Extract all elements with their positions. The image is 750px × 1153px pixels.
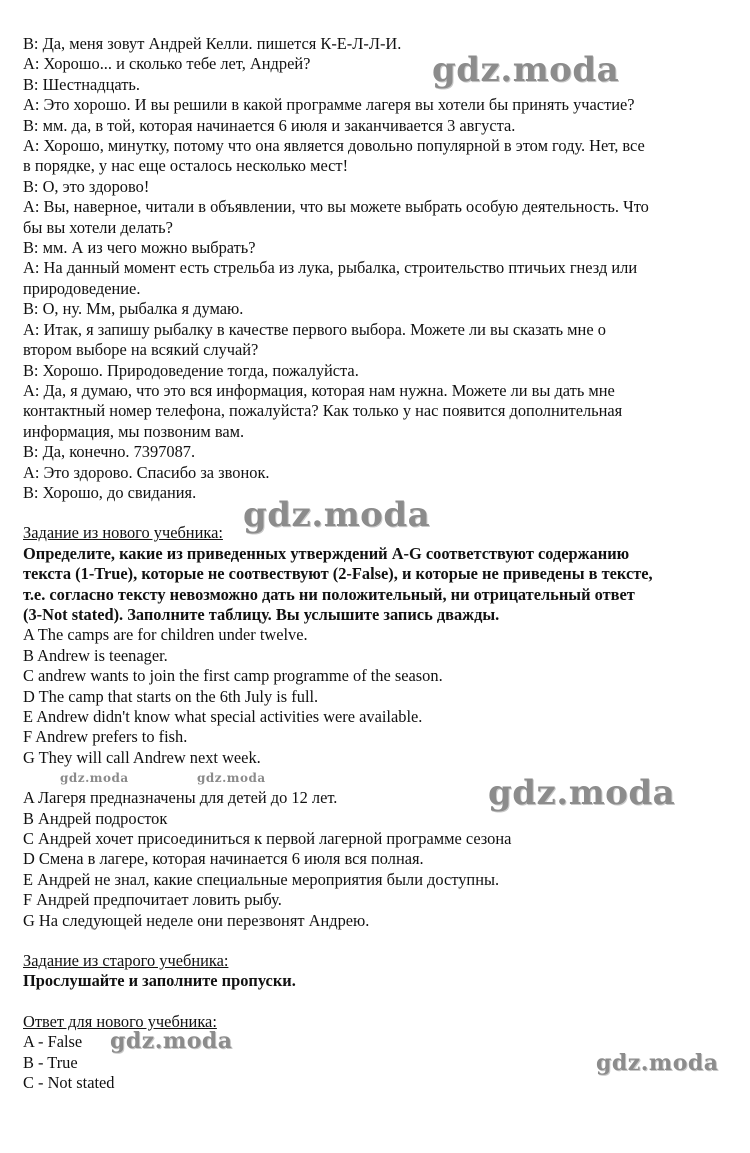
dialogue-line: B: Да, меня зовут Андрей Келли. пишется К-Е-Л-Л-И. — [23, 34, 402, 53]
answer-item: A - False — [23, 1032, 83, 1052]
answers-heading: Ответ для нового учебника: — [23, 1011, 217, 1031]
new-task-section — [23, 523, 713, 931]
dialogue-line: A: Хорошо, минутку, потому что она является довольно популярной в этом году. Нет, все — [23, 136, 645, 156]
document-page — [23, 34, 713, 1094]
statement-en: G They will call Andrew next week. — [23, 747, 261, 767]
statement-ru: F Андрей предпочитает ловить рыбу. — [23, 890, 282, 910]
dialogue-block — [23, 34, 713, 503]
task-instruction-line: Определите, какие из приведенных утверждений A-G соответствуют содержанию — [23, 543, 630, 563]
dialogue-line: втором выборе на всякий случай? — [23, 340, 259, 360]
watermark: gdz.moda — [596, 1050, 719, 1076]
watermark: gdz.moda — [432, 50, 620, 90]
dialogue-line: A: Это хорошо. И вы решили в какой программе лагеря вы хотели бы принять участие? — [23, 95, 635, 115]
statement-en: F Andrew prefers to fish. — [23, 727, 188, 747]
statement-ru: E Андрей не знал, какие специальные мероприятия были доступны. — [23, 869, 500, 889]
old-task-heading: Задание из старого учебника: — [23, 951, 229, 971]
task-instruction-line: текста (1-True), которые не соотвествуют (2-False), и которые не приведены в тексте, — [23, 564, 653, 584]
statement-ru: A Лагеря предназначены для детей до 12 лет. — [23, 788, 338, 808]
watermark: gdz.moda — [488, 773, 676, 813]
dialogue-line: B: Хорошо. Природоведение тогда, пожалуйста. — [23, 360, 359, 380]
dialogue-line: информация, мы позвоним вам. — [23, 421, 245, 441]
dialogue-line: природоведение. — [23, 278, 141, 298]
statement-ru: G На следующей неделе они перезвонят Андрею. — [23, 910, 370, 930]
watermark: gdz.moda — [110, 1028, 233, 1054]
watermark: gdz.moda — [243, 495, 431, 535]
task-instruction-line: (3-Not stated). Заполните таблицу. Вы услышите запись дважды. — [23, 604, 500, 624]
new-task-heading: Задание из нового учебника: — [23, 523, 223, 543]
answer-item: B - True — [23, 1052, 78, 1072]
watermark: gdz.moda — [60, 771, 129, 785]
old-task-instruction: Прослушайте и заполните пропуски. — [23, 971, 296, 991]
statement-en: E Andrew didn't know what special activities were available. — [23, 707, 423, 726]
watermark: gdz.moda — [197, 771, 266, 785]
statement-ru: D Смена в лагере, которая начинается 6 июля вся полная. — [23, 849, 424, 869]
dialogue-line: A: Итак, я запишу рыбалку в качестве первого выбора. Можете ли вы сказать мне о — [23, 319, 606, 339]
dialogue-line: B: Хорошо, до свидания. — [23, 482, 197, 502]
spacer — [23, 931, 713, 951]
task-instruction-line: т.е. согласно тексту невозможно дать ни положительный, ни отрицательный ответ — [23, 584, 635, 604]
dialogue-line: A: Хорошо... и сколько тебе лет, Андрей? — [23, 54, 311, 74]
statement-ru: C Андрей хочет присоединиться к первой лагерной программе сезона — [23, 829, 512, 849]
dialogue-line: в порядке, у нас еще осталось несколько мест! — [23, 156, 349, 176]
dialogue-line: A: На данный момент есть стрельба из лука, рыбалка, строительство птичьих гнезд или — [23, 258, 638, 278]
old-task-section — [23, 951, 713, 992]
dialogue-line: B: О, это здорово! — [23, 176, 150, 196]
dialogue-line: A: Да, я думаю, что это вся информация, которая нам нужна. Можете ли вы дать мне — [23, 380, 615, 400]
dialogue-line: контактный номер телефона, пожалуйста? Как только у нас появится дополнительная — [23, 401, 623, 421]
dialogue-line: A: Вы, наверное, читали в объявлении, что вы можете выбрать особую деятельность. Что — [23, 197, 649, 217]
statement-en: B Andrew is teenager. — [23, 645, 168, 665]
dialogue-line: бы вы хотели делать? — [23, 217, 173, 237]
dialogue-line: A: Это здорово. Спасибо за звонок. — [23, 462, 270, 482]
statement-en: A The camps are for children under twelve. — [23, 625, 308, 645]
dialogue-line: B: О, ну. Мм, рыбалка я думаю. — [23, 299, 244, 319]
dialogue-line: B: мм. да, в той, которая начинается 6 июля и заканчивается 3 августа. — [23, 115, 516, 135]
statement-ru: B Андрей подросток — [23, 808, 168, 828]
dialogue-line: B: Шестнадцать. — [23, 74, 140, 94]
statement-en: D The camp that starts on the 6th July is full. — [23, 686, 319, 706]
dialogue-line: B: мм. А из чего можно выбрать? — [23, 238, 256, 258]
spacer — [23, 992, 713, 1012]
answer-item: C - Not stated — [23, 1073, 115, 1093]
statement-en: C andrew wants to join the first camp programme of the season. — [23, 666, 443, 686]
dialogue-line: B: Да, конечно. 7397087. — [23, 442, 196, 462]
